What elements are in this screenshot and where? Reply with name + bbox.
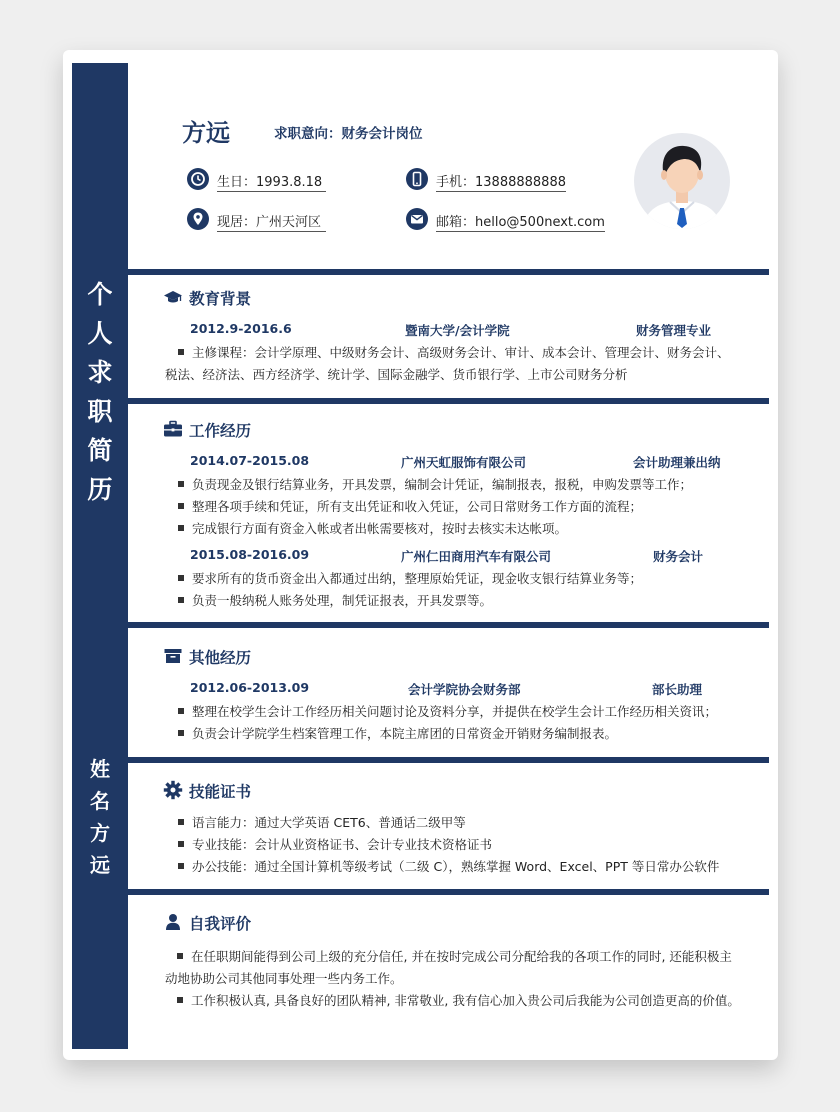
gear-icon: [163, 780, 183, 800]
avatar-illustration: [634, 133, 730, 229]
archive-box-icon: [163, 646, 183, 666]
email-text: 邮箱：hello@500next.com: [436, 211, 605, 232]
birth-text: 生日：1993.8.18: [217, 171, 326, 192]
self-evaluation-line: 工作积极认真, 具备良好的团队精神, 非常敬业, 我有信心加入贵公司后我能为公司创造更高的价值。: [177, 991, 740, 1009]
sidebar-title-char: 人: [87, 319, 113, 348]
sidebar-title-char: 个: [87, 280, 113, 309]
phone-icon: [406, 168, 428, 190]
sidebar-name-char: 名: [90, 789, 110, 813]
self-evaluation-line: 在任职期间能得到公司上级的充分信任, 并在按时完成公司分配给我的各项工作的同时, 还能积极主: [177, 947, 732, 965]
other-duty: 负责会计学院学生档案管理工作，本院主席团的日常资金开销财务编制报表。: [178, 724, 617, 742]
address-text: 现居：广州天河区: [217, 211, 326, 232]
sidebar-title-char: 简: [87, 436, 113, 465]
other-org: 会计学院协会财务部: [408, 682, 521, 697]
sidebar-name-char: 远: [90, 853, 110, 877]
mail-icon: [406, 208, 428, 230]
work-title: 工作经历: [189, 422, 252, 440]
job-company: 广州天虹服饰有限公司: [401, 455, 527, 470]
education-date: 2012.9-2016.6: [190, 321, 292, 336]
other-title: 其他经历: [189, 649, 252, 667]
job-role: 财务会计: [653, 549, 704, 564]
education-courses-line: 税法、经济法、西方经济学、统计学、国际金融学、货币银行学、上市公司财务分析: [165, 367, 628, 382]
candidate-name: 方远: [182, 119, 230, 147]
self-evaluation-line: 动地协助公司其他同事处理一些内务工作。: [165, 971, 403, 986]
sidebar-title-char: 职: [87, 397, 113, 426]
sidebar-name-char: 方: [90, 821, 110, 845]
user-icon: [163, 912, 183, 932]
job-company: 广州仁田商用汽车有限公司: [401, 549, 552, 564]
location-icon: [187, 208, 209, 230]
section-divider: [128, 622, 769, 628]
sidebar-name: [72, 753, 128, 881]
job-duty: 整理各项手续和凭证，所有支出凭证和收入凭证，公司日常财务工作方面的流程；: [178, 497, 642, 515]
other-date: 2012.06-2013.09: [190, 680, 310, 695]
education-major: 财务管理专业: [636, 323, 712, 338]
self-title: 自我评价: [189, 915, 252, 933]
section-divider: [128, 269, 769, 275]
sidebar: [72, 63, 128, 1049]
job-duty: 要求所有的货币资金出入都通过出纳，整理原始凭证，现金收支银行结算业务等；: [178, 569, 642, 587]
job-role: 会计助理兼出纳: [633, 455, 721, 470]
sidebar-title-char: 历: [87, 475, 113, 504]
skill-item: 专业技能：会计从业资格证书、会计专业技术资格证书: [178, 835, 492, 853]
education-school: 暨南大学/会计学院: [405, 323, 510, 338]
briefcase-icon: [163, 419, 183, 439]
job-duty: 完成银行方面有资金入帐或者出帐需要核对，按时去核实未达帐项。: [178, 519, 567, 537]
skill-item: 语言能力：通过大学英语 CET6、普通话二级甲等: [178, 813, 466, 831]
sidebar-title-char: 求: [87, 358, 113, 387]
job-date: 2015.08-2016.09: [190, 547, 310, 562]
graduation-cap-icon: [163, 287, 183, 307]
section-divider: [128, 398, 769, 404]
section-divider: [128, 889, 769, 895]
section-divider: [128, 757, 769, 763]
job-duty: 负责现金及银行结算业务，开具发票，编制会计凭证，编制报表，报税，申购发票等工作；: [178, 475, 692, 493]
education-courses-line: 主修课程：会计学原理、中级财务会计、高级财务会计、审计、成本会计、管理会计、财务会计、: [178, 343, 730, 361]
clock-icon: [187, 168, 209, 190]
avatar: [634, 133, 730, 229]
job-duty: 负责一般纳税人账务处理，制凭证报表，开具发票等。: [178, 591, 492, 609]
education-title: 教育背景: [189, 290, 252, 308]
job-intent: 求职意向：财务会计岗位: [274, 126, 423, 142]
job-date: 2014.07-2015.08: [190, 453, 310, 468]
other-duty: 整理在校学生会计工作经历相关问题讨论及资料分享，并提供在校学生会计工作经历相关资讯；: [178, 702, 717, 720]
sidebar-name-char: 姓: [90, 757, 110, 781]
other-role: 部长助理: [652, 682, 703, 697]
sidebar-title: [72, 275, 128, 509]
skills-title: 技能证书: [189, 783, 252, 801]
phone-text: 手机：13888888888: [436, 171, 566, 192]
skill-item: 办公技能：通过全国计算机等级考试（二级 C），熟练掌握 Word、Excel、PPT 等日常办公软件: [178, 857, 719, 875]
